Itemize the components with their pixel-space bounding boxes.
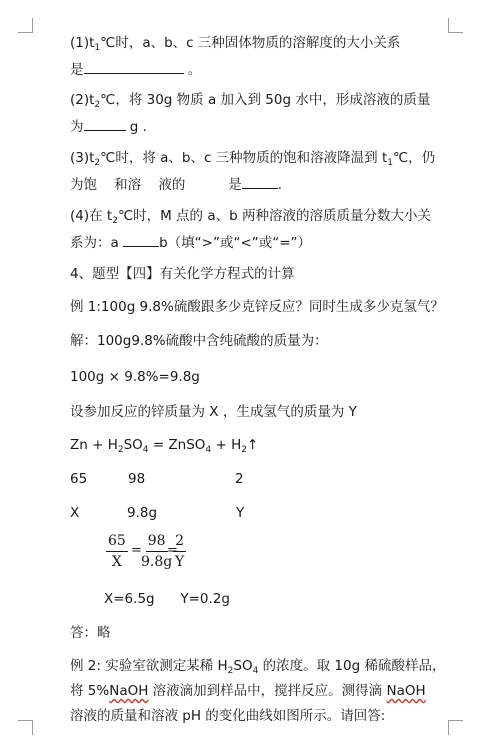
page-corner-top-left	[18, 18, 33, 33]
mass-98: 98	[128, 471, 146, 487]
var-x: X	[70, 505, 80, 521]
frac1-numerator: 65	[106, 532, 128, 552]
q1-prefix: (1)t	[70, 35, 95, 51]
example2-line1-suffix: 的浓度。取 10g 稀硫酸样品，	[258, 658, 446, 674]
example1-assume: 设参加反应的锌质量为 X ，生成氢气的质量为 Y	[70, 404, 357, 420]
naoh-text: NaOH	[109, 683, 149, 699]
page-corner-top-right	[448, 18, 463, 33]
eq-sub-4b: 4	[205, 445, 212, 455]
example2-line1	[70, 657, 445, 675]
mass-2: 2	[235, 471, 244, 487]
naoh-text-2: NaOH	[386, 683, 426, 699]
q3-line2-prefix: 为饱 和溶 液的 是	[70, 177, 242, 193]
q1-sub: 1	[94, 43, 101, 53]
q4-suffix: ℃时，M 点的 a、b 两种溶液的溶质质量分数大小关	[117, 208, 431, 224]
frac3-numerator: 2	[173, 532, 186, 552]
q1-line2-suffix: 。	[187, 62, 202, 78]
q2-line2	[70, 116, 147, 136]
q2-line2-prefix: 为	[70, 119, 84, 135]
q4-prefix: (4)在 t	[70, 208, 113, 224]
eq-mid: = ZnSO	[148, 437, 206, 453]
q2-line1	[70, 91, 430, 109]
q3-prefix: (3)t	[70, 150, 95, 166]
q1-line1	[70, 34, 400, 52]
eq-plus-h: + H	[211, 437, 242, 453]
page-corner-bottom-left	[18, 720, 33, 735]
page-corner-bottom-right	[448, 720, 463, 735]
q2-answer-blank[interactable]	[84, 116, 126, 131]
q2-suffix: ℃，将 30g 物质 a 加入到 50g 水中，形成溶液的质量	[100, 92, 431, 108]
q3-answer-blank[interactable]	[242, 174, 278, 189]
q3-suffix: ℃，仍	[392, 150, 436, 166]
eq-sub-2: 2	[117, 445, 124, 455]
q3-line1	[70, 149, 435, 167]
equals-sign-2: =	[167, 543, 178, 558]
example2-sub-2: 2	[227, 666, 234, 676]
eq-so: SO	[123, 437, 143, 453]
example1-result: X=6.5g Y=0.2g	[104, 591, 230, 607]
var-y: Y	[236, 505, 245, 521]
q4-line2	[70, 232, 311, 252]
frac3-denominator: Y	[175, 554, 185, 570]
q3-sub2: 1	[387, 158, 393, 168]
example1-answer: 答：略	[70, 625, 111, 641]
equals-sign-1: =	[131, 543, 142, 558]
fraction-65-over-x	[106, 532, 128, 571]
up-arrow-icon: ↑	[246, 437, 259, 453]
mass-65: 65	[70, 471, 88, 487]
q4-line2-suffix: b（填“>”或“<”或“=”）	[159, 235, 312, 251]
q1-suffix: ℃时，a、b、c 三种固体物质的溶解度的大小关系	[100, 35, 401, 51]
example1-calc: 100g × 9.8%=9.8g	[70, 369, 200, 385]
eq-zn: Zn + H	[70, 437, 118, 453]
example2-line3: 溶液的质量和溶液 pH 的变化曲线如图所示。请回答:	[70, 708, 386, 724]
example2-line2-prefix: 将 5%	[70, 683, 110, 699]
q4-line2-prefix: 系为：a	[70, 235, 124, 251]
example2-line2-suffix: 溶液滴加到样品中，搅拌反应。测得滴	[148, 683, 387, 699]
example2-line2	[70, 682, 426, 700]
example2-line1-prefix: 例 2: 实验室欲测定某稀 H	[70, 658, 228, 674]
q3-mid: ℃时，将 a、b、c 三种物质的饱和溶液降温到 t	[100, 150, 388, 166]
q2-line2-suffix: g .	[129, 119, 147, 135]
q1-answer-blank[interactable]	[84, 59, 184, 74]
eq-sub-2b: 2	[241, 445, 247, 455]
frac1-denominator: X	[111, 554, 122, 570]
section-title: 4、题型【四】有关化学方程式的计算	[70, 266, 295, 282]
frac2-numerator: 98	[146, 532, 168, 552]
example1-solution: 解：100g9.8%硫酸中含纯硫酸的质量为：	[70, 333, 328, 349]
q4-sub: 2	[112, 216, 118, 226]
eq-sub-4: 4	[142, 445, 149, 455]
example2-so: SO	[233, 658, 253, 674]
q1-line2-prefix: 是	[70, 62, 84, 78]
q3-sub: 2	[94, 158, 101, 168]
fraction-2-over-y	[173, 532, 186, 571]
q2-prefix: (2)t	[70, 92, 95, 108]
q3-line2-suffix: .	[277, 177, 283, 193]
example1-question: 例 1:100g 9.8%硫酸跟多少克锌反应？同时生成多少克氢气？	[70, 299, 444, 315]
q2-sub: 2	[94, 100, 101, 110]
q4-line1	[70, 207, 431, 225]
q3-line2	[70, 174, 282, 194]
reaction-equation	[70, 436, 258, 454]
var-9-8g: 9.8g	[127, 505, 158, 521]
frac2-denominator: 9.8g	[141, 554, 173, 570]
q1-line2	[70, 59, 201, 79]
example2-sub-4: 4	[252, 666, 259, 676]
q4-answer-blank[interactable]	[123, 232, 159, 247]
